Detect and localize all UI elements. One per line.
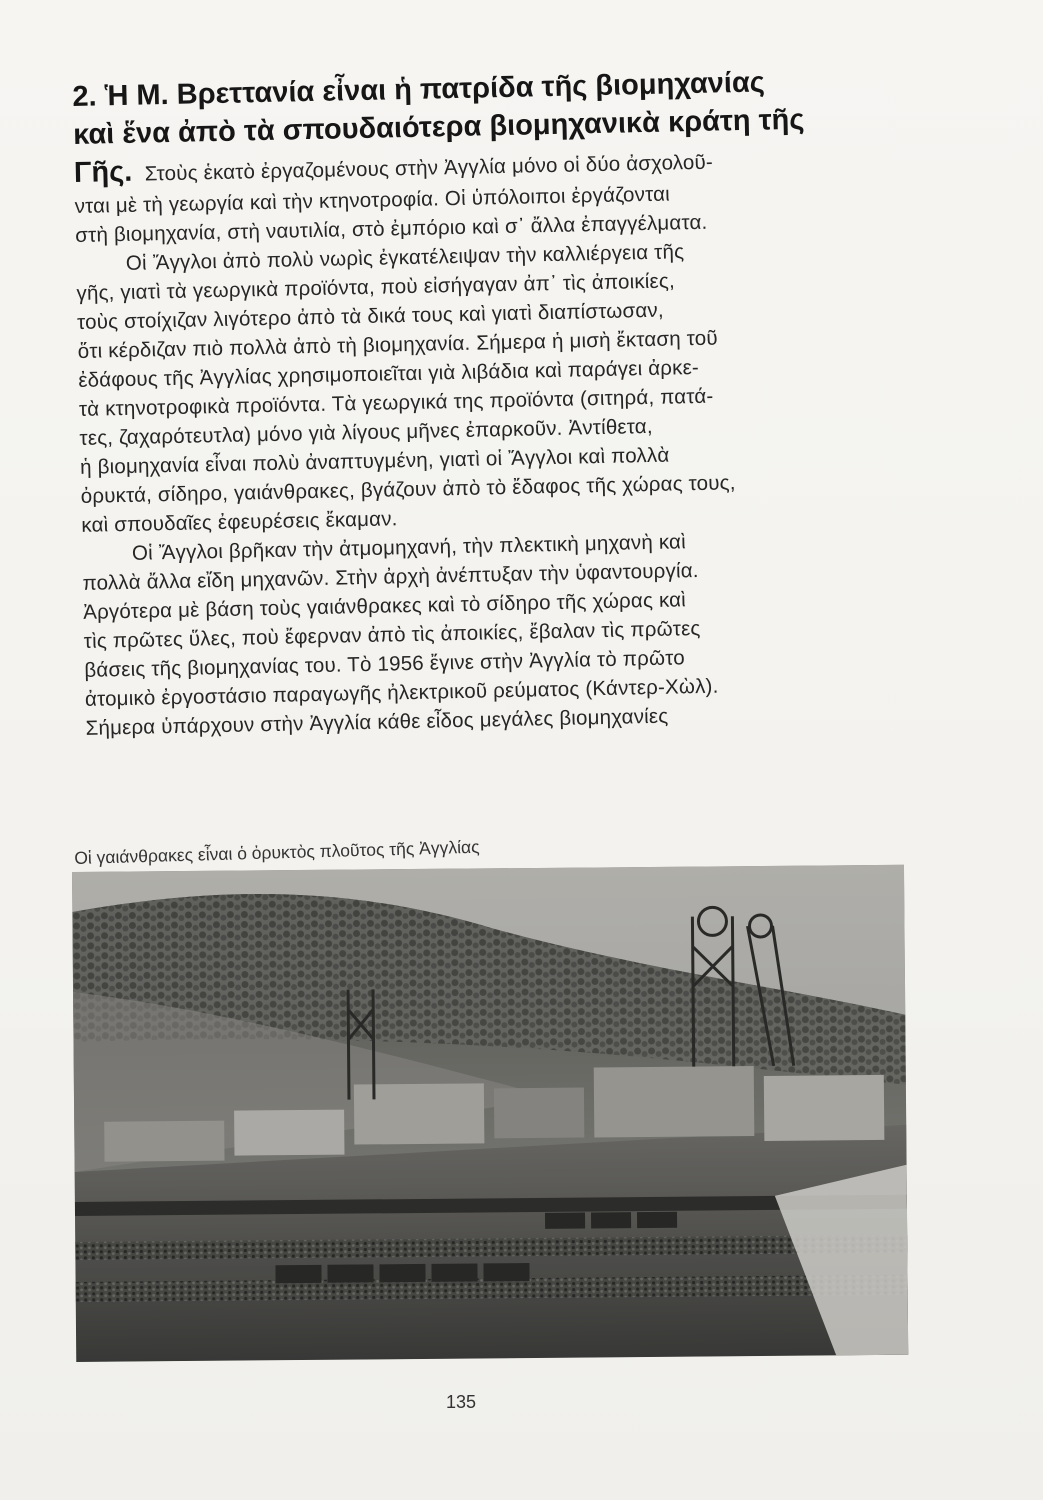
paragraph-1-lead: Στοὺς ἑκατὸ ἐργαζομένους στὴν Ἀγγλία μόνο οἱ δύο ἀσχολοῦ- (144, 150, 714, 186)
paragraph-2-line: τες, ζαχαρότευτλα) μόνο γιὰ λίγους μῆνες ἐπαρκοῦν. Ἀντίθετα, (79, 414, 653, 450)
text-block (72, 61, 916, 743)
paragraph-2-line: ὅτι κέρδιζαν πιὸ πολλὰ ἀπὸ τὴ βιομηχανία. Σήμερα ἡ μισὴ ἔκταση τοῦ (77, 326, 718, 363)
coal-mine-illustration (72, 865, 908, 1362)
paragraph-2-line: καὶ σπουδαῖες ἐφευρέσεις ἔκαμαν. (81, 507, 398, 537)
section-heading-line-3: Γῆς. (73, 155, 133, 189)
paragraph-2-line: γῆς, γιατὶ τὰ γεωργικὰ προϊόντα, ποὺ εἰσήγαγαν ἀπ᾽ τὶς ἀποικίες, (76, 269, 676, 305)
photo-caption: Οἱ γαιάνθρακες εἶναι ὁ ὀρυκτὸς πλοῦτος τῆς Ἀγγλίας (74, 836, 480, 868)
paragraph-3-line: βάσεις τῆς βιομηχανίας του. Τὸ 1956 ἔγινε στὴν Ἀγγλία τὸ πρῶτο (84, 646, 686, 682)
paragraph-2-line: τὰ κτηνοτροφικὰ προϊόντα. Τὰ γεωργικά της προϊόντα (σιτηρά, πατά- (78, 384, 714, 421)
page-number: 135 (446, 1392, 477, 1412)
coal-mine-photo (72, 865, 908, 1362)
paragraph-3-line: ἀτομικὸ ἐργοστάσιο παραγωγῆς ἠλεκτρικοῦ ρεύματος (Κάντερ-Χὼλ). (84, 674, 719, 711)
paragraph-3-line: Οἱ Ἄγγλοι βρῆκαν τὴν ἀτμομηχανή, τὴν πλεκτικὴ μηχανὴ καὶ (131, 530, 687, 565)
paragraph-3-line: Ἀργότερα μὲ βάση τοὺς γαιάνθρακες καὶ τὸ σίδηρο τῆς χώρας καὶ (82, 588, 687, 624)
paragraph-2-line: τοὺς στοίχιζαν λιγότερο ἀπὸ τὰ δικά τους καὶ γιατὶ διαπίστωσαν, (76, 298, 664, 334)
paragraph-2-line: ἐδάφους τῆς Ἀγγλίας χρησιμοποιεῖται γιὰ λιβάδια καὶ παράγει ἀρκε- (78, 355, 700, 392)
paragraph-2-line: ὀρυκτά, σίδηρο, γαιάνθρακες, βγάζουν ἀπὸ τὸ ἔδαφος τῆς χώρας τους, (80, 471, 736, 508)
paragraph-3-line: πολλὰ ἄλλα εἴδη μηχανῶν. Στὴν ἀρχὴ ἀνέπτυξαν τὴν ὑφαντουργία. (82, 558, 699, 595)
paragraph-1-line: στὴ βιομηχανία, στὴ ναυτιλία, στὸ ἐμπόριο καὶ σ᾽ ἄλλα ἐπαγγέλματα. (75, 210, 708, 247)
section-heading-line-2: καὶ ἕνα ἀπὸ τὰ σπουδαιότερα βιομηχανικὰ κράτη τῆς (72, 103, 805, 151)
paragraph-3-line: Σήμερα ὑπάρχουν στὴν Ἀγγλία κάθε εἶδος μεγάλες βιομηχανίες (85, 704, 669, 740)
section-heading-line-1: 2. Ἡ Μ. Βρεττανία εἶναι ἡ πατρίδα τῆς βιομηχανίας (72, 66, 766, 113)
paragraph-3-line: τὶς πρῶτες ὕλες, ποὺ ἔφερναν ἀπὸ τὶς ἀποικίες, ἔβαλαν τὶς πρῶτες (83, 616, 701, 653)
paragraph-2-line: Οἱ Ἄγγλοι ἀπὸ πολὺ νωρὶς ἐγκατέλειψαν τὴν καλλιέργεια τῆς (125, 240, 685, 275)
paragraph-1-line: νται μὲ τὴ γεωργία καὶ τὴν κτηνοτροφία. Οἱ ὑπόλοιποι ἐργάζονται (74, 182, 671, 218)
paragraph-2-line: ἡ βιομηχανία εἶναι πολὺ ἀναπτυγμένη, γιατὶ οἱ Ἄγγλοι καὶ πολλὰ (79, 443, 670, 479)
